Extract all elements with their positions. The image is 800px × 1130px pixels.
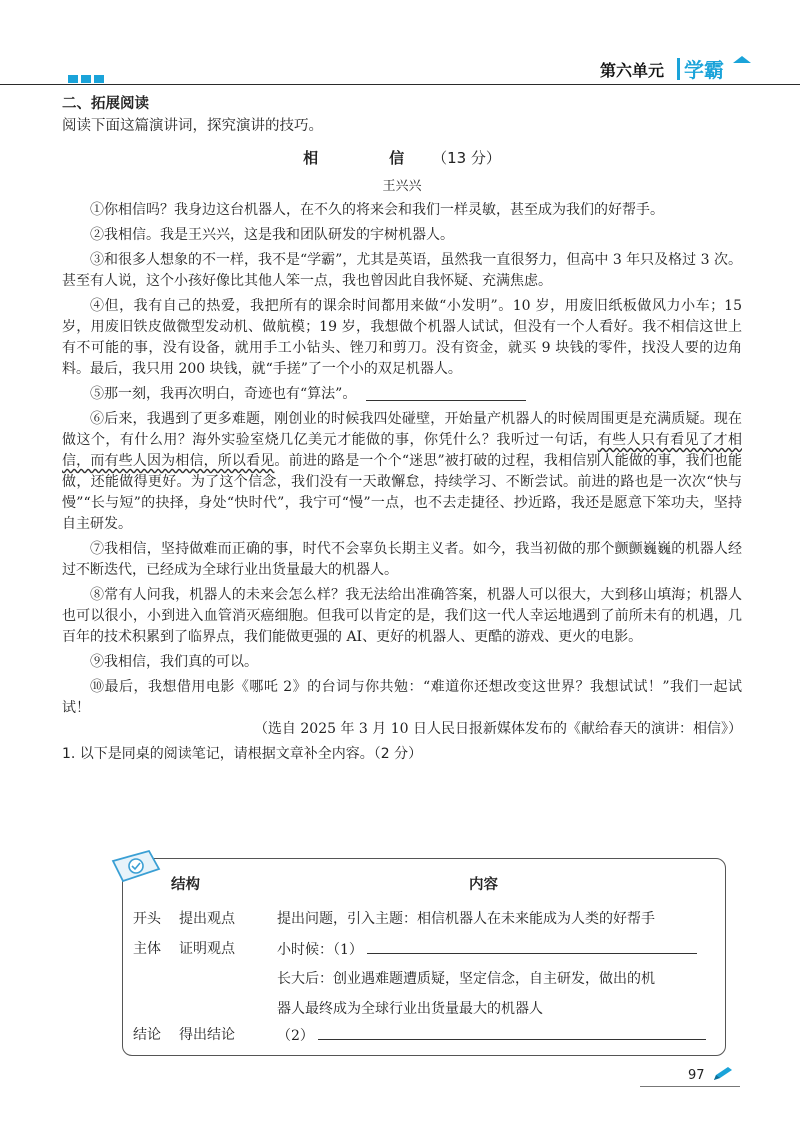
paragraph-7: ⑦我相信，坚持做难而正确的事，时代不会辜负长期主义者。如今，我当初做的那个颤颤巍巍的机器人经过不断迭代，已经成为全球行业出货量最大的机器人。 <box>62 541 742 578</box>
article-author: 王兴兴 <box>382 179 422 194</box>
article-title <box>62 148 742 172</box>
notes-header-content: 内容 <box>469 877 498 893</box>
page-header <box>0 0 800 86</box>
question-1: 1. 以下是同桌的阅读笔记，请根据文章补全内容。（2 分） <box>62 746 423 762</box>
notes-row4-part: 结论 <box>133 1027 161 1043</box>
answer-blank-p5[interactable] <box>366 386 526 401</box>
page-content <box>62 94 742 766</box>
reading-notes-box <box>122 858 726 1056</box>
notes-row2-role: 证明观点 <box>179 941 235 957</box>
ticket-icon <box>109 849 165 885</box>
page-number: 97 <box>688 1068 705 1083</box>
paragraph-5 <box>62 384 742 405</box>
paragraph-8: ⑧常有人问我，机器人的未来会怎么样？我无法给出准确答案，机器人可以很大，大到移山填海；机器人也可以很小，小到进入血管消灭癌细胞。但我可以肯定的是，我们这一代人幸运地遇到了前所未有的机遇，几百年的技术积累到了临界点，我们能做更强的 AI、更好的机器人、更酷的游戏、更火的电影。 <box>62 587 742 645</box>
paragraph-3: ③和很多人想象的不一样，我不是“学霸”，尤其是英语，虽然我一直很努力，但高中 3 年只及格过 3 次。甚至有人说，这个小孩好像比其他人笨一点，我也曾因此自我怀疑、充满焦虑。 <box>62 252 742 289</box>
answer-blank-2[interactable] <box>318 1025 706 1040</box>
paragraph-2: ②我相信。我是王兴兴，这是我和团队研发的宇树机器人。 <box>90 227 454 243</box>
notes-row1-content: 提出问题，引入主题：相信机器人在未来能成为人类的好帮手 <box>277 911 655 927</box>
article-score: （13 分） <box>432 149 501 167</box>
notes-row4-role: 得出结论 <box>179 1027 235 1043</box>
header-divider <box>677 58 680 80</box>
section-instruction: 阅读下面这篇演讲词，探究演讲的技巧。 <box>62 118 323 134</box>
unit-label: 第六单元 <box>600 61 665 80</box>
article-source: （选自 2025 年 3 月 10 日人民日报新媒体发布的《献给春天的演讲：相信》） <box>253 721 742 737</box>
notes-row3-content-a: 长大后：创业遇难题遭质疑，坚定信念，自主研发，做出的机 <box>277 971 655 987</box>
notes-row1-part: 开头 <box>133 911 161 927</box>
paragraph-6-wavy-underline: 有些人只有看见了才相信，而有些人因为相信，所以看见 <box>62 432 743 469</box>
notes-row1-role: 提出观点 <box>179 911 235 927</box>
notes-row4-label: （2） <box>277 1028 314 1044</box>
mortarboard-icon <box>733 56 751 63</box>
notes-row2-content <box>277 939 697 960</box>
notes-header-structure: 结构 <box>171 877 200 893</box>
paragraph-10-text: ⑩最后，我想借用电影《哪吒 2》的台词与你共勉：“难道你还想改变这世界？我想试试！”我们一起试试！ <box>62 679 742 716</box>
footer-rule <box>640 1086 740 1087</box>
paragraph-10 <box>62 677 742 740</box>
paragraph-1: ①你相信吗？我身边这台机器人，在不久的将来会和我们一样灵敏，甚至成为我们的好帮手。 <box>90 202 664 218</box>
section-title: 二、拓展阅读 <box>62 96 149 112</box>
pencil-icon <box>712 1066 734 1082</box>
article-title-text: 相 信 <box>303 149 433 167</box>
paragraph-9: ⑨我相信，我们真的可以。 <box>90 654 258 670</box>
answer-blank-1[interactable] <box>367 939 697 954</box>
paragraph-6 <box>62 409 742 535</box>
paragraph-6-part-b: 。前进的路是一个个“迷思”被打破的过程，我相信别人能做的事，我们也能做，还能做得更好。为了这个信念，我们没有一天敢懈怠，持续学习、不断尝试。前进的路也是一次次“快与慢”“长与短”的抉择，身处“快时代”，我宁可“慢”一点，也不去走捷径、抄近路，我还是愿意下笨功夫，坚持自主研发。 <box>62 453 743 532</box>
header-rule <box>0 84 800 85</box>
paragraph-4: ④但，我有自己的热爱，我把所有的课余时间都用来做“小发明”。10 岁，用废旧纸板做风力小车；15 岁，用废旧铁皮做微型发动机、做航模；19 岁，我想做个机器人试试，但没有一个人看好。我不相信这世上有不可能的事，没有设备，就用手工小钻头、锉刀和剪刀。没有资金，就买 9 块钱的零件，找没人要的边角料。最后，我只用 200 块钱，就“手搓”了一个小的双足机器人。 <box>62 298 742 377</box>
notes-row2-part: 主体 <box>133 941 161 957</box>
paragraph-6-part-a: ⑥后来，我遇到了更多难题，刚创业的时候我四处碰壁，开始量产机器人的时候周围更是充满质疑。现在做这个，有什么用？海外实验室烧几亿美元才能做的事，你凭什么？我听过一句话， <box>62 411 742 448</box>
paragraph-5-text: ⑤那一刻，我再次明白，奇迹也有“算法”。 <box>90 386 357 402</box>
notes-row2-label: 小时候：（1） <box>277 942 363 958</box>
notes-row3-content-b: 器人最终成为全球行业出货量最大的机器人 <box>277 1001 543 1017</box>
brand-logo: 学霸 <box>684 58 724 82</box>
notes-row4-content <box>277 1025 706 1046</box>
